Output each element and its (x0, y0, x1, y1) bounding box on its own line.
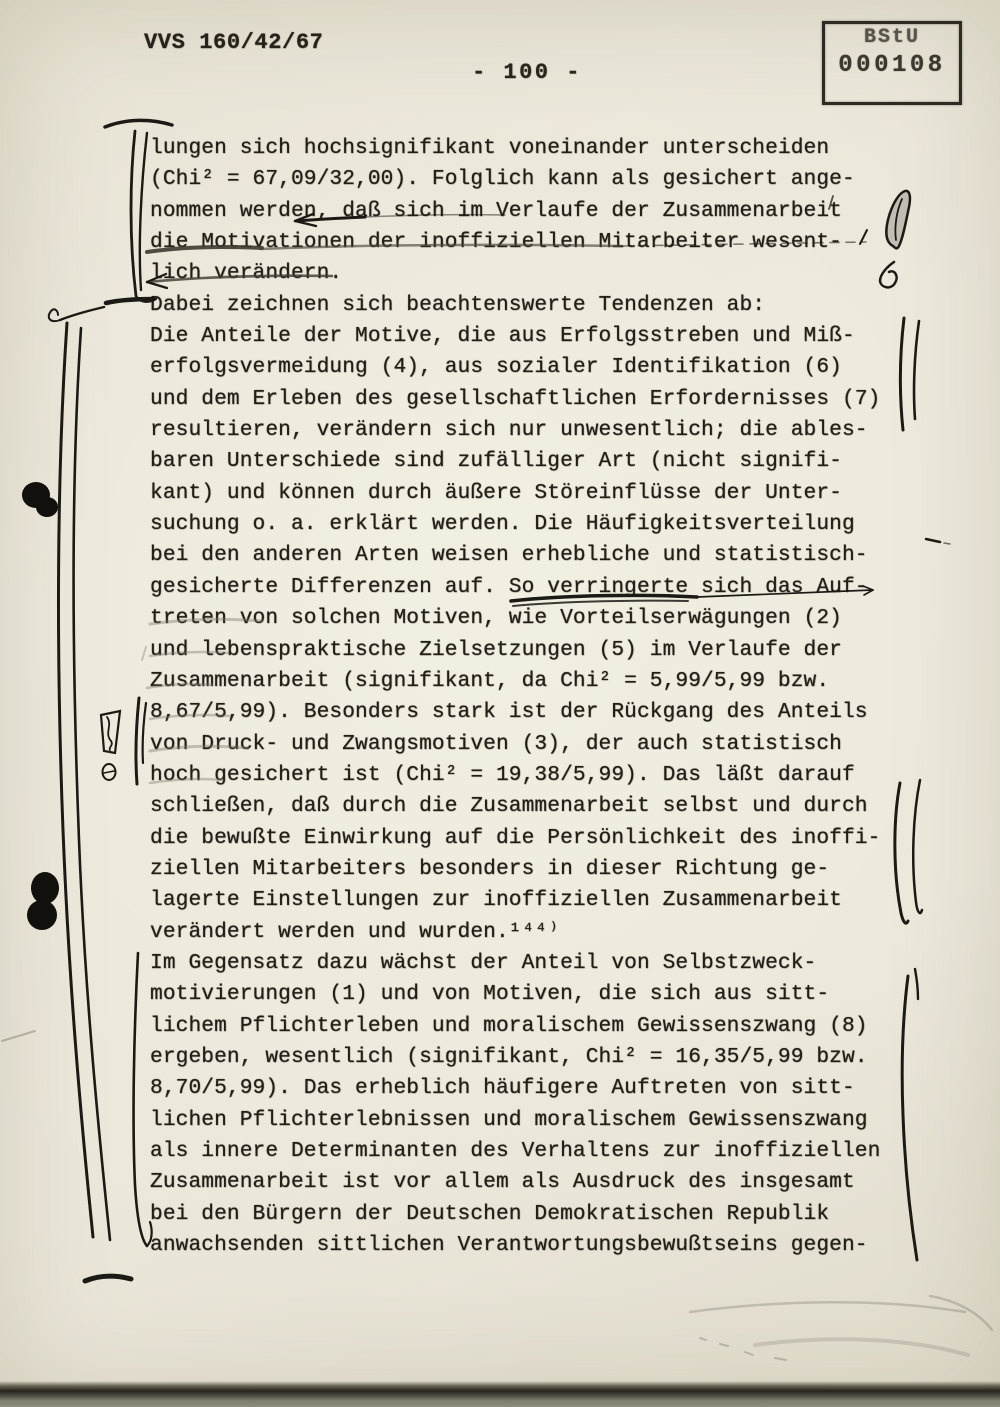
text-line: Zusammenarbeit (signifikant, da Chi² = 5,99/5,99 bzw. (150, 668, 830, 693)
ink-blots (22, 482, 59, 930)
stamp-number: 000108 (838, 52, 946, 79)
text-line: lungen sich hochsignifikant voneinander unterscheiden (150, 136, 830, 160)
page-number: - 100 - (472, 60, 582, 85)
text-line: erfolgsvermeidung (4), aus sozialer Identifikation (6) (150, 355, 842, 380)
text-line: lagerte Einstellungen zur inoffiziellen Zusammenarbeit (150, 888, 842, 913)
text-line: schließen, daß durch die Zusammenarbeit selbst und durch (150, 794, 868, 819)
text-line: Die Anteile der Motive, die aus Erfolgsstreben und Miß- (150, 324, 855, 349)
text-line: lichen Pflichterlebnissen und moralischem Gewissenszwang (150, 1107, 868, 1132)
text-line: 8,67/5,99). Besonders stark ist der Rückgang des Anteils (150, 700, 868, 725)
text-line: als innere Determinanten des Verhaltens zur inoffiziellen (150, 1139, 881, 1163)
text-line: suchung o. a. erklärt werden. Die Häufigkeitsverteilung (150, 512, 855, 537)
text-line: baren Unterschiede sind zufälliger Art (nicht signifi- (150, 449, 842, 474)
text-line: Zusammenarbeit ist vor allem als Ausdruck des insgesamt (150, 1170, 855, 1195)
paper-smudges (690, 1296, 992, 1360)
text-line: 8,70/5,99). Das erheblich häufigere Auftreten von sitt- (150, 1076, 855, 1101)
text-line: treten von solchen Motiven, wie Vorteilserwägungen (2) (150, 606, 842, 631)
text-line: hoch gesichert ist (Chi² = 19,38/5,99). Das läßt darauf (150, 762, 855, 787)
classification-number: VVS 160/42/67 (144, 30, 324, 55)
stamp-organization: BStU (863, 26, 920, 49)
text-line: Dabei zeichnen sich beachtenswerte Tendenzen ab: (150, 292, 766, 317)
text-line: verändert werden und wurden.¹⁴⁴⁾ (150, 919, 561, 944)
text-line: lichem Pflichterleben und moralischem Gewissenszwang (8) (150, 1013, 868, 1038)
text-line: und lebenspraktische Zielsetzungen (5) im Verlaufe der (150, 637, 842, 662)
text-line: resultieren, verändern sich nur unwesentlich; die ables- (150, 418, 868, 443)
left-margin-marks (2, 120, 172, 1281)
page-edge-shadow (0, 1381, 1000, 1407)
text-line: anwachsenden sittlichen Verantwortungsbewußtseins gegen- (150, 1233, 868, 1258)
text-line: lich verändern. (150, 261, 343, 286)
text-line: die Motivationen der inoffiziellen Mitarbeiter wesent- (150, 230, 842, 255)
text-line: und dem Erleben des gesellschaftlichen Erfordernisses (7) (150, 386, 881, 411)
body-text (150, 133, 950, 1261)
text-line: ergeben, wesentlich (signifikant, Chi² = 16,35/5,99 bzw. (150, 1044, 868, 1069)
text-line: bei den anderen Arten weisen erhebliche und statistisch- (150, 543, 868, 568)
text-line: kant) und können durch äußere Störeinflüsse der Unter- (150, 480, 842, 505)
text-line: die bewußte Einwirkung auf die Persönlichkeit des inoffi- (150, 825, 881, 850)
text-line: bei den Bürgern der Deutschen Demokratischen Republik (150, 1201, 830, 1226)
text-line: Im Gegensatz dazu wächst der Anteil von Selbstzweck- (150, 950, 817, 975)
text-line: von Druck- und Zwangsmotiven (3), der auch statistisch (150, 731, 842, 756)
text-line: (Chi² = 67,09/32,00). Folglich kann als gesichert ange- (150, 167, 855, 192)
bstu-stamp (822, 21, 962, 105)
text-line: motivierungen (1) und von Motiven, die sich aus sitt- (150, 982, 830, 1007)
text-line: gesicherte Differenzen auf. So verringerte sich das Auf- (150, 574, 868, 599)
text-line: nommen werden, daß sich im Verlaufe der Zusammenarbeit (150, 198, 842, 223)
text-line: ziellen Mitarbeiters besonders in dieser Richtung ge- (150, 856, 830, 881)
